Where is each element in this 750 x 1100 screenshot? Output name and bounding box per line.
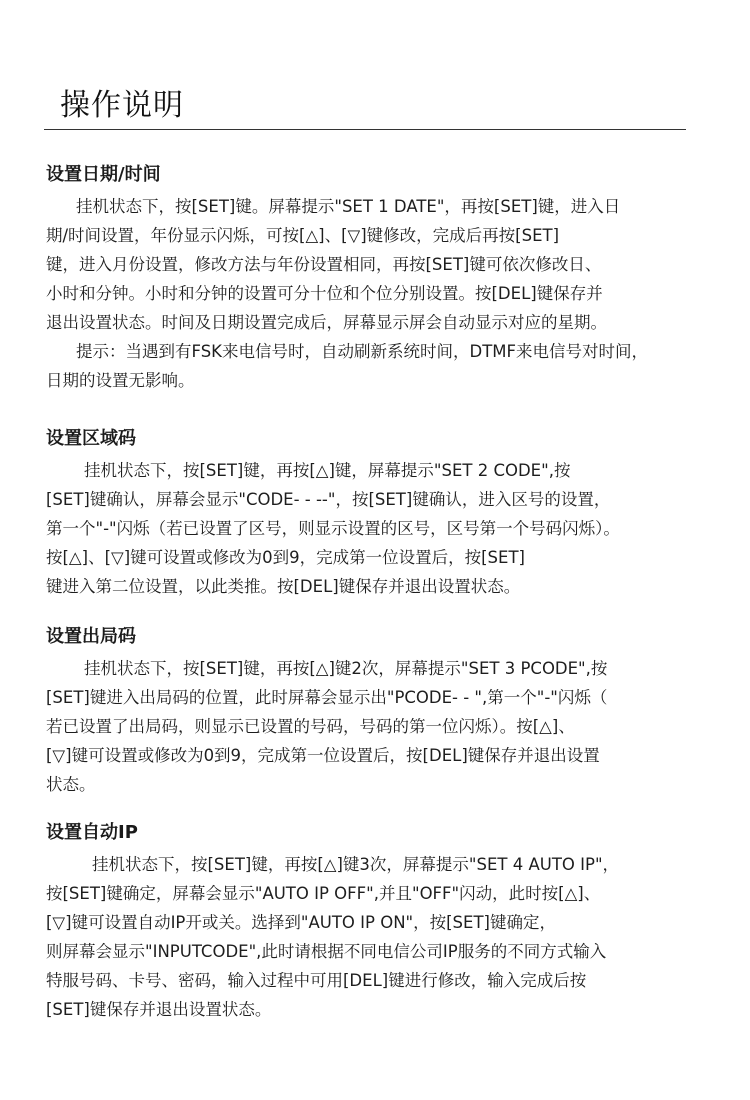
paragraph-line: 期/时间设置，年份显示闪烁，可按[△]、[▽]键修改，完成后再按[SET] — [46, 226, 560, 245]
paragraph-line: 挂机状态下，按[SET]键，再按[△]键，屏幕提示"SET 2 CODE",按 — [84, 461, 571, 480]
paragraph-line: 挂机状态下，按[SET]键，再按[△]键2次，屏幕提示"SET 3 PCODE",按 — [84, 659, 608, 678]
tip-line: 提示：当遇到有FSK来电信号时，自动刷新系统时间，DTMF来电信号对时间， — [76, 342, 649, 361]
section-set-outgoing-code — [46, 624, 716, 799]
paragraph-line: 按[SET]键确定，屏幕会显示"AUTO IP OFF",并且"OFF"闪动，此时按[△]、 — [46, 884, 601, 903]
paragraph-line: 若已设置了出局码，则显示已设置的号码，号码的第一位闪烁）。按[△]、 — [46, 717, 575, 736]
paragraph-line: [SET]键保存并退出设置状态。 — [46, 1000, 272, 1019]
paragraph-line: 日期的设置无影响。 — [46, 371, 195, 390]
paragraph-line: [▽]键可设置自动IP开或关。选择到"AUTO IP ON"，按[SET]键确定， — [46, 913, 556, 932]
paragraph-line: 特服号码、卡号、密码，输入过程中可用[DEL]键进行修改，输入完成后按 — [46, 971, 587, 990]
section-heading: 设置区域码 — [46, 428, 136, 449]
paragraph-line: 挂机状态下，按[SET]键。屏幕提示"SET 1 DATE"，再按[SET]键，进入日 — [76, 197, 621, 216]
paragraph-line: 键进入第二位设置，以此类推。按[DEL]键保存并退出设置状态。 — [46, 577, 521, 596]
page-title: 操作说明 — [60, 88, 184, 123]
paragraph-line: 按[△]、[▽]键可设置或修改为0到9，完成第一位设置后，按[SET] — [46, 548, 525, 567]
paragraph-line: 挂机状态下，按[SET]键，再按[△]键3次，屏幕提示"SET 4 AUTO IP"， — [92, 855, 620, 874]
paragraph-line: [SET]键进入出局码的位置，此时屏幕会显示出"PCODE- - ",第一个"-"闪烁（ — [46, 688, 608, 707]
paragraph-line: 状态。 — [46, 775, 96, 794]
paragraph-line: [▽]键可设置或修改为0到9，完成第一位设置后，按[DEL]键保存并退出设置 — [46, 746, 600, 765]
paragraph-line: [SET]键确认，屏幕会显示"CODE- - --"，按[SET]键确认，进入区号的设置， — [46, 490, 611, 509]
title-divider — [44, 129, 686, 130]
section-set-auto-ip — [46, 820, 716, 1024]
section-heading: 设置日期/时间 — [46, 164, 161, 185]
paragraph-line: 则屏幕会显示"INPUTCODE",此时请根据不同电信公司IP服务的不同方式输入 — [46, 942, 607, 961]
section-heading: 设置自动IP — [46, 822, 138, 843]
section-set-area-code — [46, 426, 716, 601]
paragraph-line: 小时和分钟。小时和分钟的设置可分十位和个位分别设置。按[DEL]键保存并 — [46, 284, 603, 303]
paragraph-line: 第一个"-"闪烁（若已设置了区号，则显示设置的区号，区号第一个号码闪烁）。 — [46, 519, 620, 538]
paragraph-line: 退出设置状态。时间及日期设置完成后，屏幕显示屏会自动显示对应的星期。 — [46, 313, 607, 332]
paragraph-line: 键，进入月份设置，修改方法与年份设置相同，再按[SET]键可依次修改日、 — [46, 255, 602, 274]
section-set-date-time — [46, 162, 716, 395]
section-heading: 设置出局码 — [46, 626, 136, 647]
